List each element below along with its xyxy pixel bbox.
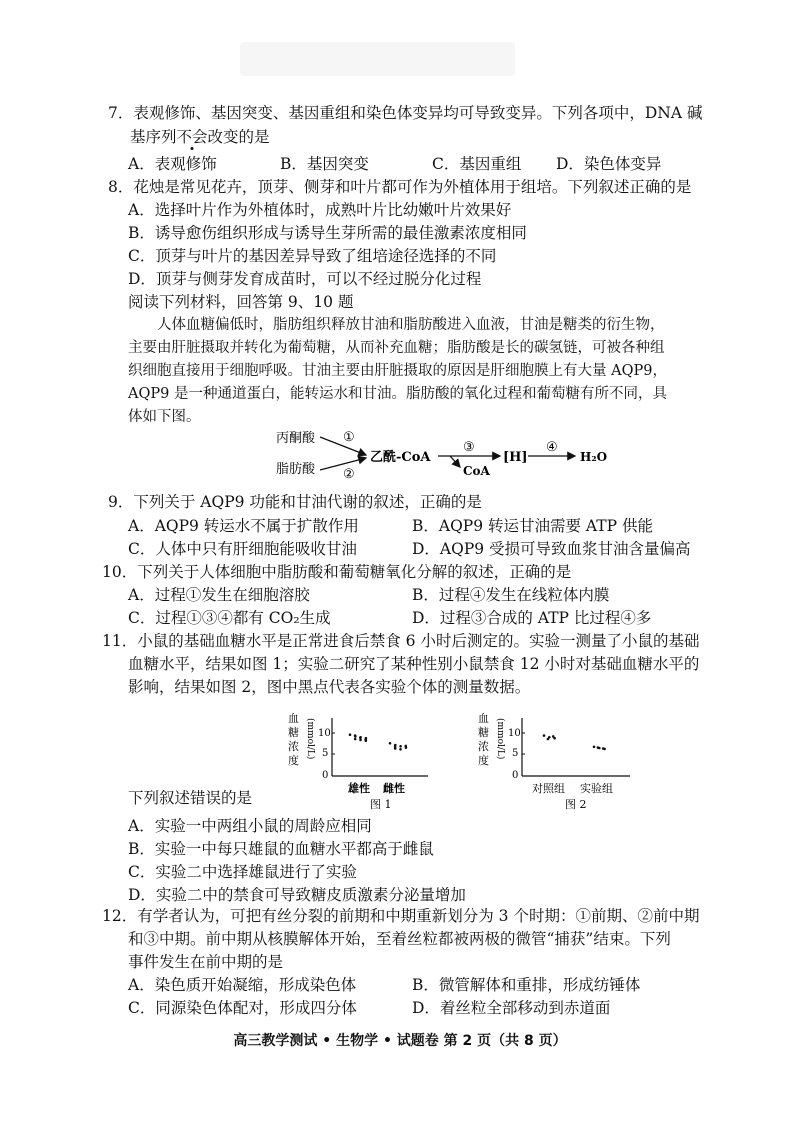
q10-option-a: A．过程①发生在细胞溶胶: [128, 586, 310, 604]
material-intro: 阅读下列材料，回答第 9、10 题: [128, 293, 354, 311]
q7-option-d: D．染色体变异: [556, 155, 662, 173]
q7-stem-line2: 基序列不会改变的是: [130, 128, 270, 146]
chart2-tick-5: 5: [512, 748, 519, 759]
q11-question: 下列叙述错误的是: [128, 789, 253, 807]
q11-stem-line1: 11．小鼠的基础血糖水平是正常进食后禁食 6 小时后测定的。实验一测量了小鼠的基础: [102, 632, 700, 650]
arrow-coa: [450, 456, 460, 467]
q12-option-b: B．微管解体和重排，形成纺锤体: [412, 976, 641, 994]
q11-stem-line2: 血糖水平，结果如图 1；实验二研究了某种性别小鼠禁食 12 小时对基础血糖水平的: [128, 655, 700, 673]
chart2-tick-10: 10: [508, 728, 521, 739]
material-line-1: 人体血糖偏低时，脂肪组织释放甘油和脂肪酸进入血液，甘油是糖类的衍生物，: [157, 317, 665, 333]
chart1-point-雌性: [399, 748, 402, 751]
chart2-point-对照组: [543, 734, 546, 737]
chart1-point-雌性: [389, 742, 392, 745]
chart1-caption: 图 1: [370, 798, 392, 811]
q7-stem-line1: 7．表观修饰、基因突变、基因重组和染色体变异均可导致变异。下列各项中，DNA 碱: [108, 104, 703, 122]
chart2-ylabel-4: 度: [478, 754, 489, 767]
q12-stem-line3: 事件发生在前中期的是: [128, 953, 284, 971]
q7-option-a: A．表观修饰: [128, 155, 217, 173]
chart2-cat-exp: 实验组: [580, 782, 613, 795]
chart2-ylabel-3: 浓: [478, 740, 489, 753]
material-line-3: 织细胞直接用于细胞呼吸。甘油主要由肝脏摄取的原因是肝细胞膜上有大量 AQP9，: [128, 363, 667, 379]
q12-stem-line2: 和③中期。前中期从核膜解体开始，至着丝粒都被两极的微管“捕获”结束。下列: [128, 930, 671, 948]
chart1-ylabel-2: 糖: [288, 726, 299, 739]
q7-option-c: C．基因重组: [432, 155, 522, 173]
chart1-tick-5: 5: [322, 748, 329, 759]
step-3-label: ③: [463, 440, 475, 455]
q8-option-d: D．顶芽与侧芽发育成苗时，可以不经过脱分化过程: [128, 270, 482, 288]
h-label: [H]: [503, 450, 528, 465]
q8-option-b: B．诱导愈伤组织形成与诱导生芽所需的最佳激素浓度相同: [128, 224, 527, 242]
chart-figure-2: [470, 712, 640, 812]
chart1-point-雌性: [405, 745, 408, 748]
q11-stem-line3: 影响，结果如图 2，图中黑点代表各实验个体的测量数据。: [128, 678, 531, 696]
chart1-point-雌性: [394, 746, 397, 749]
chart2-point-实验组: [602, 747, 605, 750]
q10-option-d: D．过程③合成的 ATP 比过程④多: [412, 609, 652, 627]
chart2-tick-0: 0: [512, 770, 519, 781]
chart2-ylabel-2: 糖: [478, 726, 489, 739]
q7-option-b: B．基因突变: [280, 155, 369, 173]
chart1-points: [349, 733, 408, 750]
fatty-acid-label: 脂肪酸: [276, 462, 316, 477]
q8-stem: 8．花烛是常见花卉，顶芽、侧芽和叶片都可作为外植体用于组培。下列叙述正确的是: [108, 178, 692, 196]
coa-label: CoA: [463, 464, 490, 478]
chart1-ylabel-3: 浓: [288, 740, 299, 753]
chart2-yunit: (mmol/L): [495, 718, 505, 760]
step-2-label: ②: [343, 467, 355, 482]
chart2-caption: 图 2: [565, 798, 587, 811]
header-placeholder: [240, 42, 515, 76]
chart1-cat-female: 雌性: [383, 782, 405, 795]
chart1-yunit: (mmol/L): [305, 718, 315, 760]
q9-option-c: C．人体中只有肝细胞能吸收甘油: [128, 540, 357, 558]
material-line-4: AQP9 是一种通道蛋白，能转运水和甘油。脂肪酸的氧化过程和葡萄糖有所不同，具: [128, 386, 667, 402]
chart1-point-雄性: [354, 734, 357, 737]
q11-option-b: B．实验一中每只雄鼠的血糖水平都高于雌鼠: [128, 840, 434, 858]
chart1-ylabel-4: 度: [288, 754, 299, 767]
q8-option-a: A．选择叶片作为外植体时，成熟叶片比幼嫩叶片效果好: [128, 201, 512, 219]
chart2-ylabel-1: 血: [478, 712, 489, 725]
q10-stem: 10．下列关于人体细胞中脂肪酸和葡萄糖氧化分解的叙述，正确的是: [102, 563, 572, 581]
q11-option-d: D．实验二中的禁食可导致糖皮质激素分泌量增加: [128, 886, 466, 904]
chart1-tick-0: 0: [322, 770, 329, 781]
material-line-5: 体如下图。: [128, 409, 201, 425]
pyruvate-label: 丙酮酸: [276, 431, 316, 446]
chart1-point-雌性: [399, 745, 402, 748]
q9-option-b: B．AQP9 转运甘油需要 ATP 供能: [412, 517, 653, 535]
chart-figure-1: [280, 712, 440, 812]
page-footer: 高三教学测试 • 生物学 • 试题卷 第 2 页（共 8 页）: [233, 1033, 567, 1049]
q9-option-a: A．AQP9 转运水不属于扩散作用: [128, 517, 359, 535]
q9-option-d: D．AQP9 受损可导致血浆甘油含量偏高: [412, 540, 691, 558]
chart2-point-对照组: [547, 738, 550, 741]
q9-stem: 9．下列关于 AQP9 功能和甘油代谢的叙述，正确的是: [108, 493, 482, 511]
acetyl-coa-label: 乙酰-CoA: [370, 450, 431, 465]
chart1-point-雄性: [364, 738, 367, 741]
step-1-label: ①: [343, 430, 355, 445]
chart2-point-对照组: [552, 735, 555, 738]
q11-option-c: C．实验二中选择雄鼠进行了实验: [128, 863, 357, 881]
q11-option-a: A．实验一中两组小鼠的周龄应相同: [128, 817, 372, 835]
q12-option-a: A．染色质开始凝缩，形成染色体: [128, 976, 357, 994]
q12-option-c: C．同源染色体配对，形成四分体: [128, 999, 357, 1017]
chart2-point-实验组: [597, 746, 600, 749]
chart1-point-雄性: [359, 736, 362, 739]
chart1-point-雄性: [354, 738, 357, 741]
chart2-point-实验组: [593, 746, 596, 749]
q12-option-d: D．着丝粒全部移动到赤道面: [412, 999, 611, 1017]
q12-stem-line1: 12．有学者认为，可把有丝分裂的前期和中期重新划分为 3 个时期：①前期、②前中期: [102, 907, 700, 925]
q10-option-c: C．过程①③④都有 CO₂生成: [128, 609, 331, 627]
material-line-2: 主要由肝脏摄取并转化为葡萄糖，从而补充血糖；脂肪酸是长的碳氢链，可被各种组: [128, 340, 665, 356]
q8-option-c: C．顶芽与叶片的基因差异导致了组培途径选择的不同: [128, 247, 497, 265]
pathway-diagram: [270, 425, 610, 485]
step-4-label: ④: [546, 440, 558, 455]
chart1-tick-10: 10: [318, 728, 331, 739]
chart1-ylabel-1: 血: [288, 712, 299, 725]
chart2-cat-control: 对照组: [532, 782, 565, 795]
chart1-point-雄性: [349, 733, 352, 736]
water-label: H₂O: [580, 450, 608, 464]
chart1-cat-male: 雄性: [348, 782, 370, 795]
q10-option-b: B．过程④发生在线粒体内膜: [412, 586, 610, 604]
chart2-points: [543, 734, 606, 750]
